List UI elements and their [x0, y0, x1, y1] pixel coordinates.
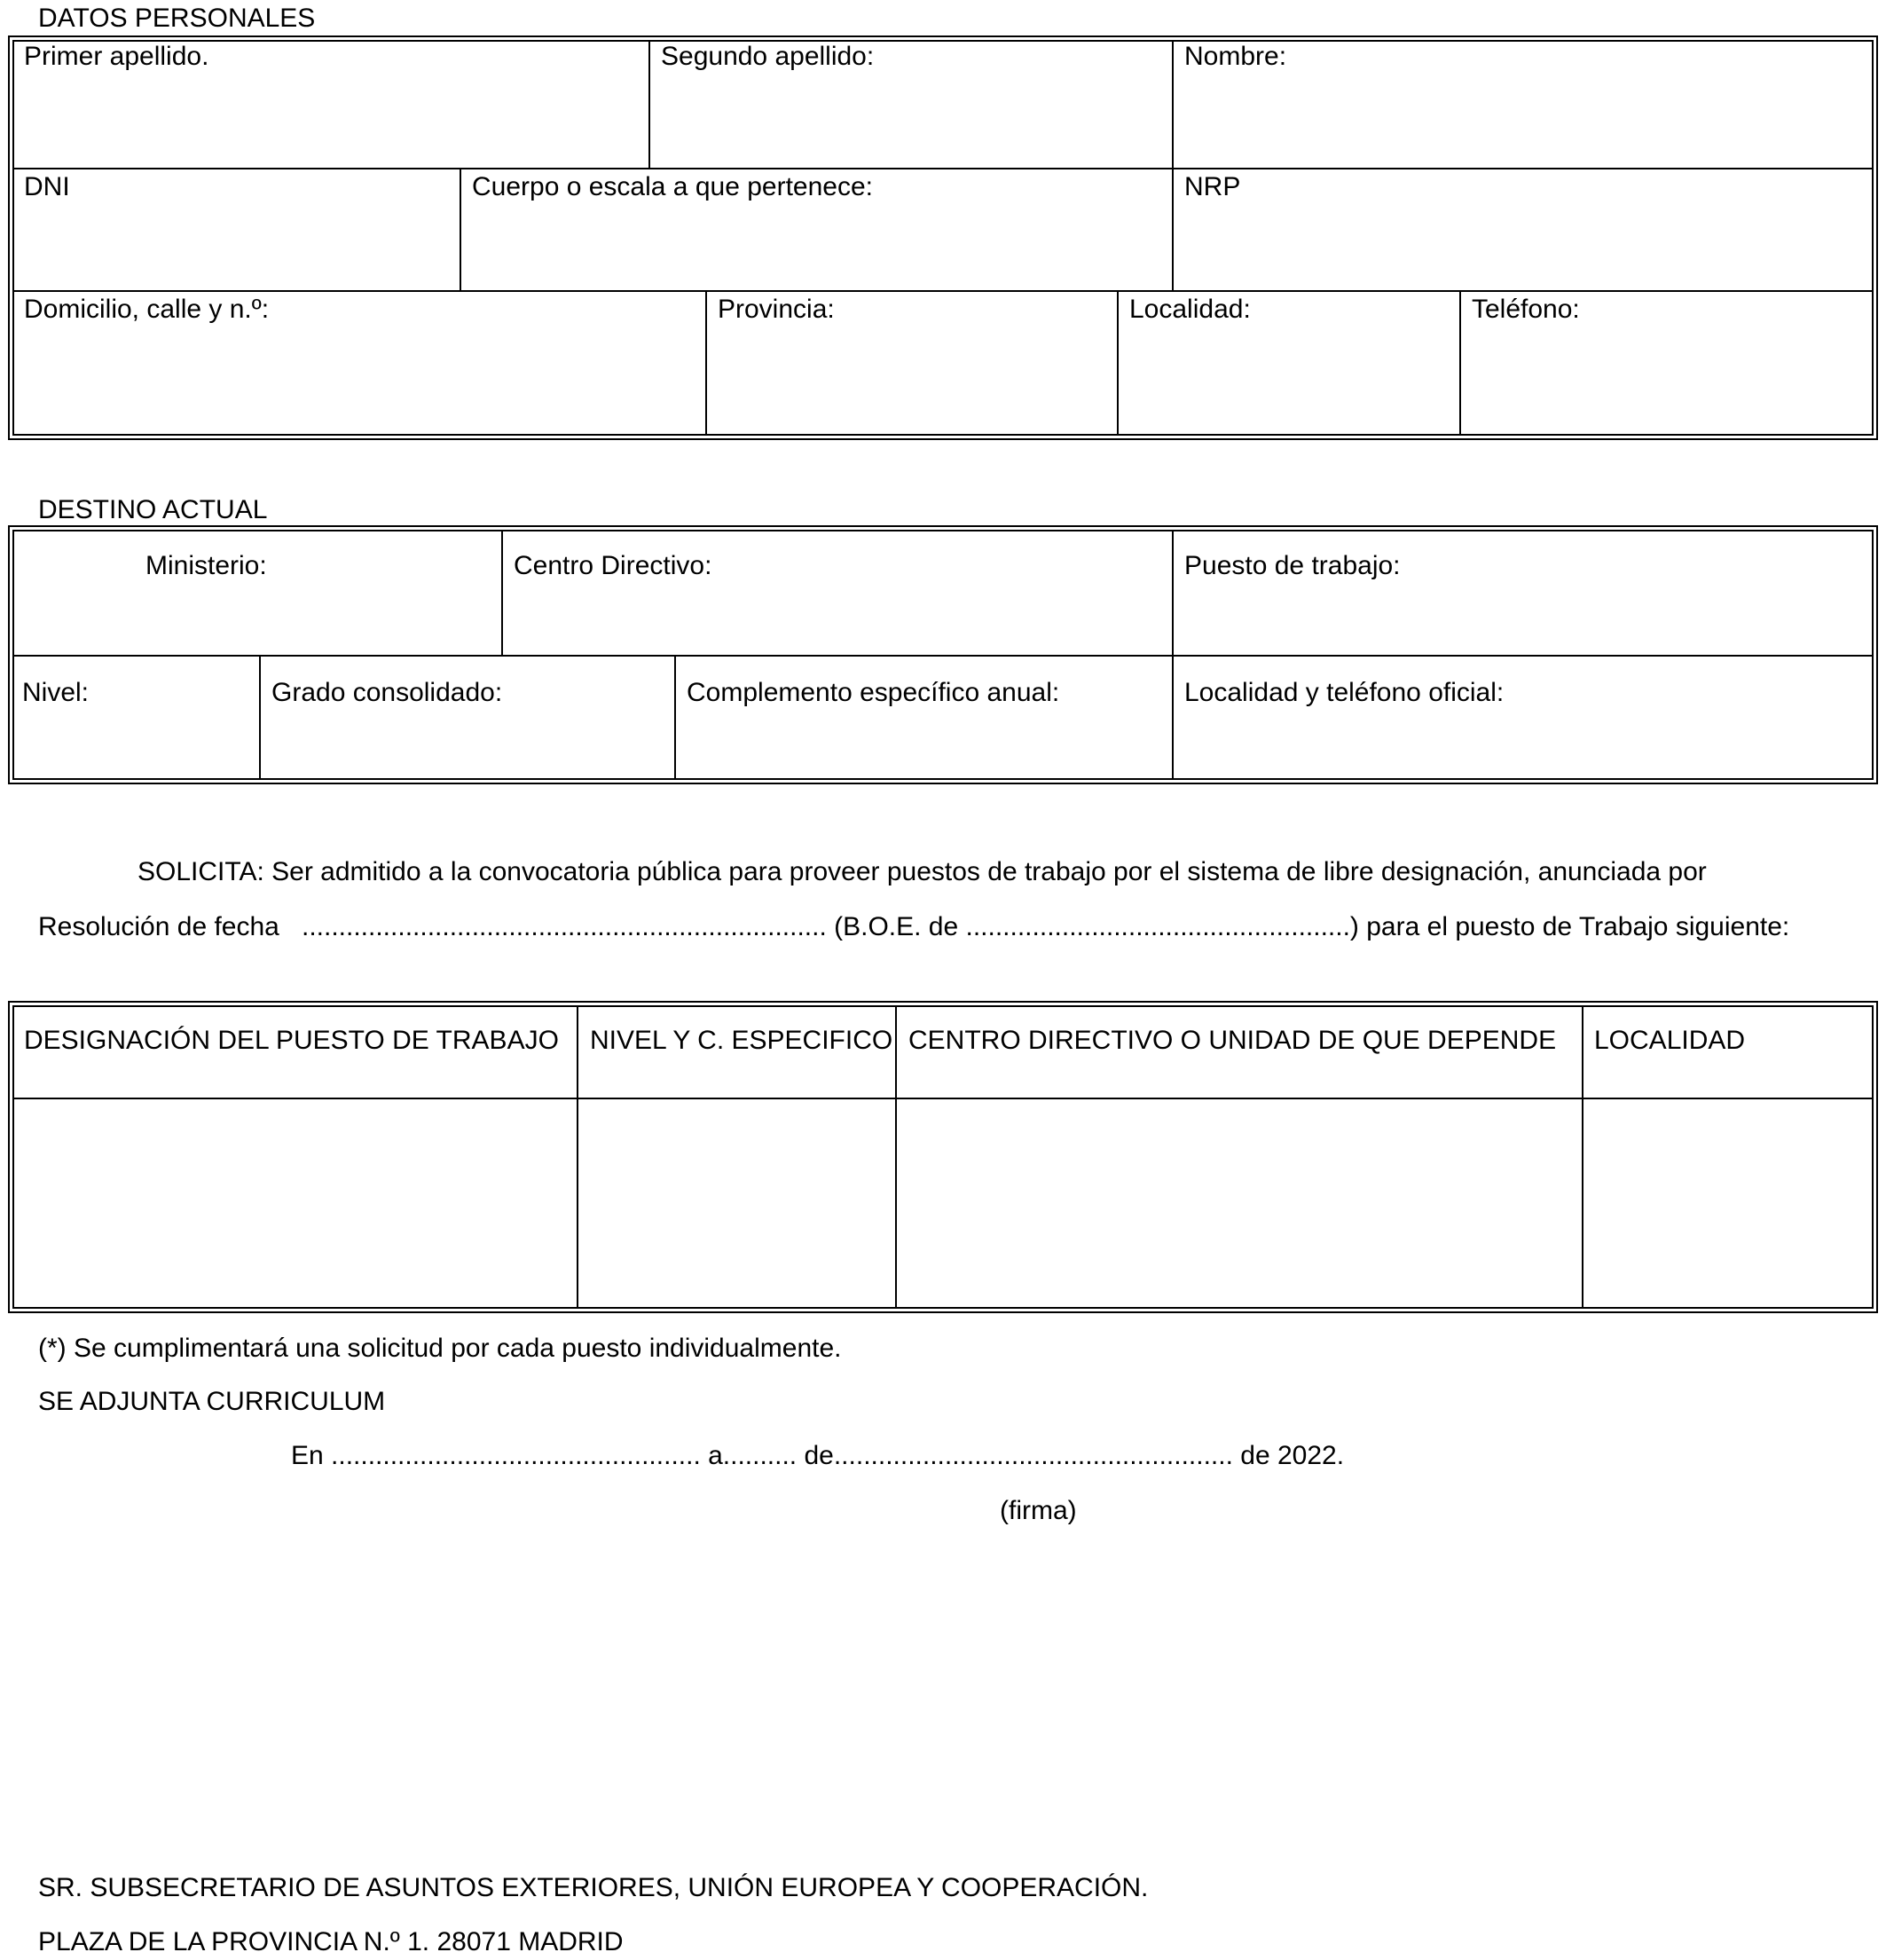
personal-heading: DATOS PERSONALES	[38, 4, 316, 33]
col-header-centro-directivo: CENTRO DIRECTIVO O UNIDAD DE QUE DEPENDE	[908, 1026, 1557, 1055]
field-centro-directivo[interactable]: Centro Directivo:	[514, 551, 712, 580]
field-grado-consolidado[interactable]: Grado consolidado:	[271, 678, 503, 707]
solicita-line-2[interactable]: ....................................................................... (B.O.E. de ....................................................) para el puesto de Trabajo siguiente:	[302, 912, 1790, 941]
col-header-designacion: DESIGNACIÓN DEL PUESTO DE TRABAJO	[24, 1026, 559, 1055]
field-telefono[interactable]: Teléfono:	[1472, 295, 1580, 324]
direccion: PLAZA DE LA PROVINCIA N.º 1. 28071 MADRID	[38, 1927, 624, 1956]
field-localidad-telefono-oficial[interactable]: Localidad y teléfono oficial:	[1184, 678, 1505, 707]
cell-designacion[interactable]	[14, 1100, 575, 1306]
field-cuerpo-escala[interactable]: Cuerpo o escala a que pertenece:	[472, 172, 873, 201]
field-nombre[interactable]: Nombre:	[1184, 42, 1287, 71]
field-nivel[interactable]: Nivel:	[22, 678, 90, 707]
field-dni[interactable]: DNI	[24, 172, 70, 201]
adjunta-curriculum: SE ADJUNTA CURRICULUM	[38, 1387, 386, 1416]
solicita-resolucion-label: Resolución de fecha	[38, 912, 279, 941]
destinatario: SR. SUBSECRETARIO DE ASUNTOS EXTERIORES, UNIÓN EUROPEA Y COOPERACIÓN.	[38, 1873, 1149, 1902]
field-ministerio[interactable]: Ministerio:	[145, 551, 267, 580]
note-text: (*) Se cumplimentará una solicitud por cada puesto individualmente.	[38, 1334, 842, 1363]
solicita-line-1: SOLICITA: Ser admitido a la convocatoria pública para proveer puestos de trabajo por el sistema de libre designación, anunciada por	[138, 857, 1707, 886]
field-provincia[interactable]: Provincia:	[718, 295, 835, 324]
field-nrp[interactable]: NRP	[1184, 172, 1241, 201]
field-primer-apellido[interactable]: Primer apellido.	[24, 42, 209, 71]
cell-nivel[interactable]	[580, 1100, 893, 1306]
fecha-lugar-line[interactable]: En .................................................. a.......... de...................................................... de 2022.	[291, 1441, 1345, 1470]
col-header-nivel: NIVEL Y C. ESPECIFICO	[590, 1026, 893, 1055]
field-localidad[interactable]: Localidad:	[1129, 295, 1251, 324]
field-complemento-especifico[interactable]: Complemento específico anual:	[687, 678, 1060, 707]
cell-centro-directivo[interactable]	[899, 1100, 1580, 1306]
field-puesto-trabajo[interactable]: Puesto de trabajo:	[1184, 551, 1401, 580]
firma-label: (firma)	[1000, 1496, 1077, 1525]
cell-localidad[interactable]	[1585, 1100, 1871, 1306]
field-segundo-apellido[interactable]: Segundo apellido:	[661, 42, 875, 71]
field-domicilio[interactable]: Domicilio, calle y n.º:	[24, 295, 270, 324]
col-header-localidad: LOCALIDAD	[1594, 1026, 1746, 1055]
personal-data-table	[8, 35, 1878, 440]
destino-heading: DESTINO ACTUAL	[38, 495, 268, 524]
